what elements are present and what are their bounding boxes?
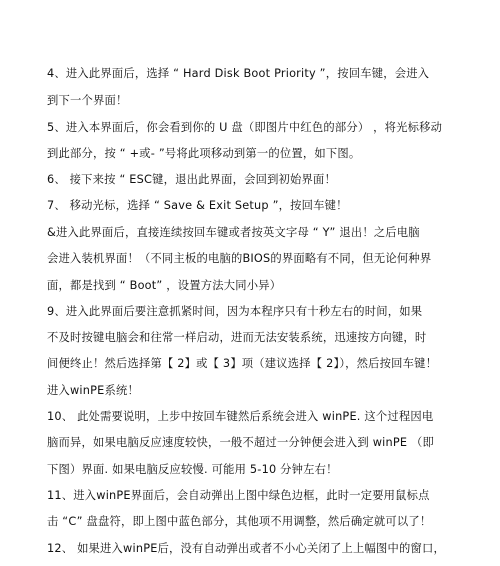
text-line: 7、 移动光标，选择 “ Save & Exit Setup ”，按回车键！ (47, 199, 348, 212)
text-line: 5、进入本界面后，你会看到你的 U 盘（即图片中红色的部分） ，将光标移动 (47, 121, 443, 134)
text-line: 到此部分，按 “ +或- ”号将此项移动到第一的位置，如下图。 (47, 147, 361, 160)
text-line: &进入此界面后，直接连续按回车键或者按英文字母 “ Y” 退出！之后电脑 (47, 226, 420, 239)
text-line: 4、进入此界面后，选择 “ Hard Disk Boot Priority ”，按回车键，会进入 (47, 67, 430, 80)
text-line: 11、进入winPE界面后，会自动弹出上图中绿色边框，此时一定要用鼠标点 (47, 489, 430, 502)
text-line: 6、 接下来按 “ ESC键，退出此界面，会回到初始界面！ (47, 173, 337, 186)
text-line: 到下一个界面！ (47, 94, 128, 107)
text-line: 10、 此处需要说明，上步中按回车键然后系统会进入 winPE. 这个过程因电 (47, 410, 434, 423)
text-line: 会进入装机界面！（不同主板的电脑的BIOS的界面略有不同，但无论何种界 (47, 252, 432, 265)
text-line: 12、 如果进入winPE后，没有自动弹出或者不小心关闭了上上幅图中的窗口， (47, 542, 445, 555)
text-line: 下图）界面. 如果电脑反应较慢. 可能用 5-10 分钟左右！ (47, 463, 338, 476)
text-line: 击 “C” 盘盘符，即上图中蓝色部分，其他项不用调整，然后确定就可以了！ (47, 515, 432, 528)
text-line: 间便终止！然后选择第【 2】或【 3】项（建议选择【 2】），然后按回车键！ (47, 357, 438, 370)
text-line: 9、进入此界面后要注意抓紧时间，因为本程序只有十秒左右的时间，如果 (47, 305, 423, 318)
text-line: 不及时按键电脑会和往常一样启动，进而无法安装系统，迅速按方向键，时 (47, 331, 427, 344)
text-line: 面，都是找到 “ Boot” ，设置方法大同小异） (47, 279, 282, 292)
text-line: 脑而异，如果电脑反应速度较快，一般不超过一分钟便会进入到 winPE （即 (47, 436, 434, 449)
text-line: 进入winPE系统！ (47, 384, 139, 397)
